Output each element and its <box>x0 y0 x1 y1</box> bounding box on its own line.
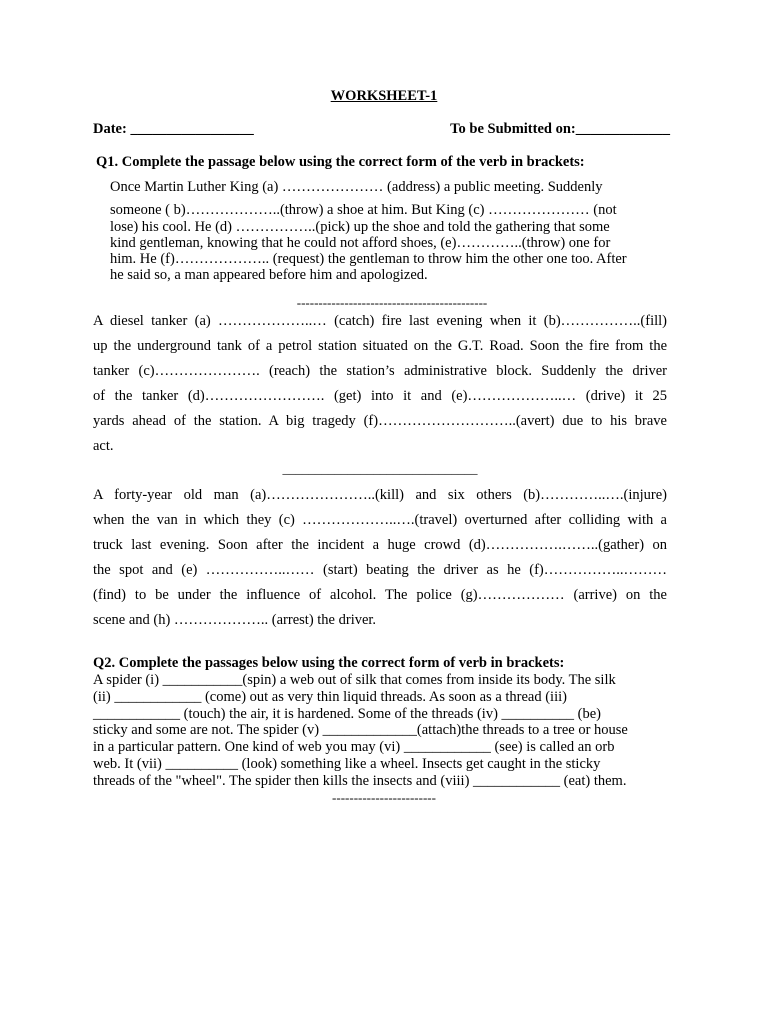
separator-dashes-end: ------------------------ <box>332 790 436 805</box>
passage-martin-luther-king <box>110 179 662 284</box>
passage-line: kind gentleman, knowing that he could not afford shoes, (e)…………..(throw) one for <box>110 234 611 251</box>
passage-line: (find) to be under the influence of alcohol. The police (g)……………… (arrive) on the <box>93 587 667 603</box>
date-row <box>93 121 670 138</box>
passage-line: Once Martin Luther King (a) ………………… (address) a public meeting. Suddenly <box>110 179 603 195</box>
passage-line: someone ( b)………………..(throw) a shoe at him. But King (c) ………………… (not <box>110 202 617 219</box>
passage-line: threads of the "wheel". The spider then kills the insects and (viii) ____________ (eat) them. <box>93 772 627 789</box>
passage-line: sticky and some are not. The spider (v) _____________(attach)the threads to a tree or house <box>93 722 628 739</box>
passage-line: act. <box>93 438 114 454</box>
passage-line: him. He (f)……………….. (request) the gentleman to throw him the other one too. After <box>110 251 627 268</box>
passage-line: yards ahead of the station. A big tragedy (f)………………………..(avert) due to his brave <box>93 413 667 429</box>
passage-line: of the tanker (d)……………………. (get) into it and (e)………………..… (drive) it 25 <box>93 388 667 404</box>
separator-underline: ______________________________ <box>282 461 478 476</box>
passage-line: A diesel tanker (a) ………………..… (catch) fire last evening when it (b)……………..(fill) <box>93 313 667 329</box>
passage-line: A forty-year old man (a)…………………..(kill) and six others (b)…………..….(injure) <box>93 487 667 503</box>
passage-van-accident <box>93 483 667 633</box>
passage-line: scene and (h) ……………….. (arrest) the driver. <box>93 612 377 628</box>
passage-line: tanker (c)…………………. (reach) the station’s administrative block. Suddenly the driver <box>93 363 667 379</box>
passage-line: in a particular pattern. One kind of web you may (vi) ____________ (see) is called an orb <box>93 739 615 756</box>
question-2-heading: Q2. Complete the passages below using the correct form of verb in brackets: <box>93 655 565 671</box>
passage-spider-web <box>93 672 673 790</box>
passage-line: A spider (i) ___________(spin) a web out of silk that comes from inside its body. The silk <box>93 672 616 688</box>
passage-diesel-tanker <box>93 309 667 459</box>
passage-line: (ii) ____________ (come) out as very thin liquid threads. As soon as a thread (iii) <box>93 688 567 705</box>
submission-date-label: To be Submitted on:_____________ <box>450 121 670 137</box>
passage-line: lose) his cool. He (d) ……………..(pick) up the shoe and told the gathering that some <box>110 218 610 235</box>
passage-line: truck last evening. Soon after the incident a huge crowd (d)…………….……..(gather) on <box>93 537 667 553</box>
passage-line: he said so, a man appeared before him and apologized. <box>110 267 428 284</box>
worksheet-title: WORKSHEET-1 <box>330 88 438 104</box>
passage-line: the spot and (e) ……………..…… (start) beating the driver as he (f)……………..……… <box>93 562 667 578</box>
passage-line: when the van in which they (c) ………………..….(travel) overturned after colliding with a <box>93 512 667 528</box>
passage-line: ____________ (touch) the air, it is hardened. Some of the threads (iv) __________ (be) <box>93 705 602 722</box>
passage-line: web. It (vii) __________ (look) something like a wheel. Insects get caught in the sticky <box>93 755 601 772</box>
question-1-heading: Q1. Complete the passage below using the correct form of the verb in brackets: <box>96 154 585 170</box>
date-field-label: Date: _________________ <box>93 121 254 137</box>
separator-dashes: -------------------------------------------- <box>296 295 488 310</box>
passage-line: up the underground tank of a petrol station situated on the G.T. Road. Soon the fire from the <box>93 338 667 354</box>
